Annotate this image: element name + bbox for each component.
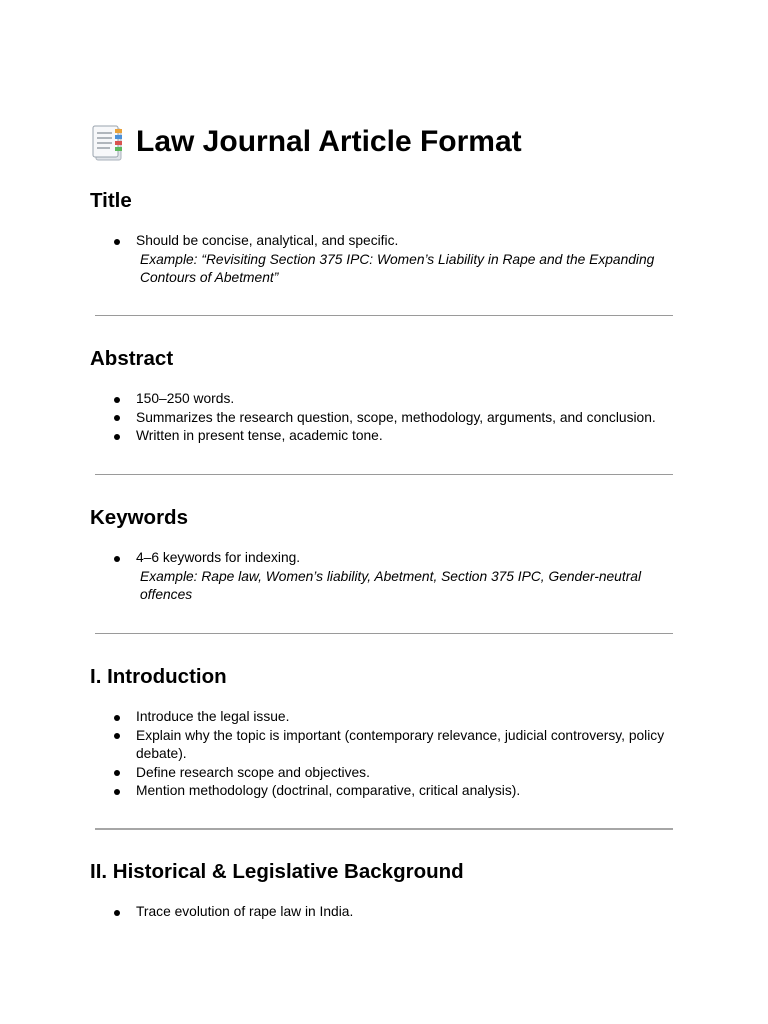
list-item — [112, 427, 672, 446]
list-item-text: Mention methodology (doctrinal, comparative, critical analysis). — [136, 783, 521, 799]
section-heading-keywords: Keywords — [90, 506, 188, 529]
bullet-icon — [114, 415, 120, 421]
bullet-list-introduction — [112, 708, 672, 801]
list-item-text: Summarizes the research question, scope, methodology, arguments, and conclusion. — [136, 409, 656, 425]
bullet-icon — [114, 239, 120, 245]
bullet-icon — [114, 434, 120, 440]
bookmark-tabs-icon — [90, 120, 130, 164]
list-item — [112, 390, 672, 409]
bullet-icon — [114, 910, 120, 916]
bullet-icon — [114, 556, 120, 562]
list-item-text: 150–250 words. — [136, 391, 235, 406]
document-title — [90, 120, 522, 164]
bullet-icon — [114, 789, 120, 795]
list-item-text: Define research scope and objectives. — [136, 764, 370, 780]
bullet-icon — [114, 715, 120, 721]
section-heading-title: Title — [90, 189, 132, 212]
list-item — [112, 708, 672, 727]
bullet-icon — [114, 397, 120, 403]
list-item — [112, 727, 672, 764]
list-item — [112, 782, 672, 801]
list-item-text: 4–6 keywords for indexing. — [136, 550, 301, 565]
list-item — [112, 409, 672, 428]
section-heading-introduction: I. Introduction — [90, 665, 227, 688]
list-item — [112, 232, 672, 288]
section-divider — [95, 315, 673, 316]
section-divider — [95, 474, 673, 475]
list-item — [112, 549, 672, 605]
list-item-text: Trace evolution of rape law in India. — [136, 904, 354, 919]
list-item-text: Should be concise, analytical, and specific. — [136, 233, 399, 248]
bullet-icon — [114, 733, 120, 739]
list-item-text: Explain why the topic is important (contemporary relevance, judicial controversy, policy debate). — [136, 727, 665, 762]
document-title-text: Law Journal Article Format — [136, 125, 522, 158]
section-heading-historical-background: II. Historical & Legislative Background — [90, 860, 464, 883]
bullet-list-title — [112, 232, 672, 288]
list-item — [112, 903, 672, 922]
bullet-list-abstract — [112, 390, 672, 446]
bullet-icon — [114, 770, 120, 776]
example-text: Example: “Revisiting Section 375 IPC: Women’s Liability in Rape and the Expanding Contours of Abetment” — [140, 251, 655, 286]
list-item-text: Introduce the legal issue. — [136, 709, 290, 724]
example-text: Example: Rape law, Women’s liability, Abetment, Section 375 IPC, Gender-neutral offences — [140, 568, 642, 603]
section-divider — [95, 633, 673, 634]
list-item — [112, 764, 672, 783]
bullet-list-keywords — [112, 549, 672, 605]
bullet-list-historical-background — [112, 903, 672, 922]
section-divider — [95, 828, 673, 830]
section-heading-abstract: Abstract — [90, 347, 174, 370]
list-item-text: Written in present tense, academic tone. — [136, 428, 383, 444]
